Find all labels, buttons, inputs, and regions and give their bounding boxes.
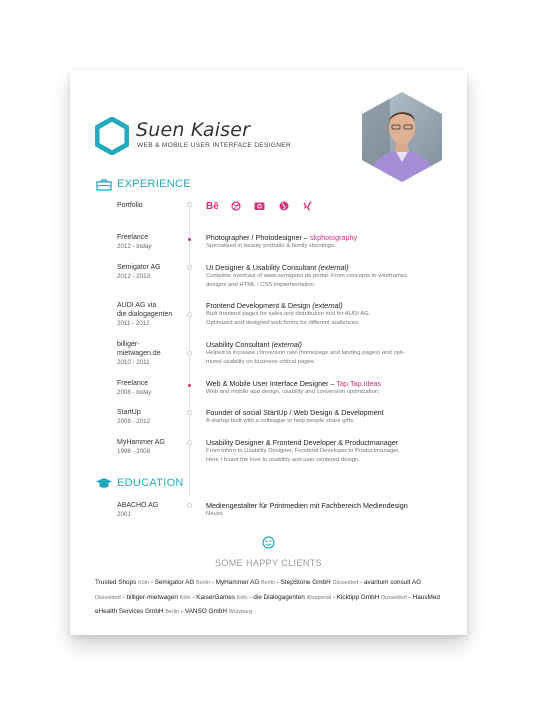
portfolio-label: Portfolio xyxy=(117,202,143,209)
timeline-node xyxy=(187,312,192,317)
client-separator: - xyxy=(331,593,337,601)
timeline-node xyxy=(187,202,192,207)
entry-detail: Frontend Development & Design (external) Built frontend pages for sales and distribution tool for AUDI AG. Optimized and designed web forms for different audiences. xyxy=(206,301,371,326)
client-name: Kicktipp GmbH xyxy=(336,593,380,601)
client-name: Semigator AG xyxy=(154,579,195,586)
education-detail: Mediengestalter für Printmedien mit Fachbereich Mediendesign Neuss xyxy=(206,501,408,517)
client-separator: - xyxy=(406,593,413,601)
entry-company: Freelance 2012 - today xyxy=(117,234,152,250)
clients-list xyxy=(95,576,445,620)
graduation-cap-icon xyxy=(95,477,113,489)
entry-company: Semigator AG 2012 - 2013 xyxy=(117,264,161,280)
client-city: Köln xyxy=(179,594,191,601)
dribbble-icon[interactable] xyxy=(231,201,241,211)
globe-icon[interactable] xyxy=(279,201,289,211)
client-separator: - xyxy=(209,579,216,586)
timeline-node xyxy=(187,351,192,356)
xing-icon[interactable] xyxy=(303,201,312,211)
client-separator: - xyxy=(148,579,155,586)
timeline-node xyxy=(187,265,192,270)
client-city: Köln xyxy=(236,594,248,601)
entry-detail: Founder of social StartUp / Web Design & Development A startup built with a colleague to help people share gifts. xyxy=(206,408,384,424)
client-city: Berlin xyxy=(261,580,275,586)
skphotography-link[interactable]: skphotography xyxy=(309,233,358,242)
client-separator: - xyxy=(358,579,364,586)
client-name: billiger-mietwagen xyxy=(126,593,178,601)
client-name: VANSO GmbH xyxy=(184,608,227,615)
client-city: Wuppertal xyxy=(306,594,332,601)
client-city: Berlin xyxy=(196,580,210,586)
entry-detail: Usability Designer & Frontend Developer & Productmanager From intern to Usability Designer, Frontend Developer to Productmanager. Here I found the love to usability and user centered design. xyxy=(206,438,400,463)
clients-heading: SOME HAPPY CLIENTS xyxy=(214,558,323,568)
taptapideas-link[interactable]: Tap.Tap.Ideas xyxy=(336,379,382,388)
client-name: MyHammer AG xyxy=(215,579,260,586)
timeline-node xyxy=(188,384,191,387)
camera-icon[interactable] xyxy=(254,201,265,211)
entry-detail: UI Designer & Usability Consultant (external) Complete overhaul of www.semigator.de portal. From concepts to wireframes, designs and HTML / CSS implementation. xyxy=(206,263,409,288)
entry-detail: Photographer / Photodesigner – skphotography Specialised in beauty portraits & family shootings. xyxy=(206,233,358,249)
entry-company: Freelance 2008 - today xyxy=(117,380,152,396)
client-name: die Dialogagenten xyxy=(253,593,305,601)
client-separator: - xyxy=(190,593,197,601)
education-school: ABACHO AG 2001 xyxy=(117,502,159,518)
experience-heading: EXPERIENCE xyxy=(117,178,191,190)
client-city: Köln xyxy=(138,580,149,586)
entry-company: billiger- mietwagen.de 2010 - 2011 xyxy=(117,341,161,366)
briefcase-icon xyxy=(96,179,112,191)
profile-title: WEB & MOBILE USER INTERFACE DESIGNER xyxy=(137,142,292,149)
entry-company: MyHammer AG 1998 - 2008 xyxy=(117,439,165,455)
client-name: KaiserGames xyxy=(196,593,235,601)
timeline-node xyxy=(187,503,192,508)
entry-company: AUDI AG via die dialogagenten 2011 - 2012 xyxy=(117,302,173,327)
client-separator: - xyxy=(247,593,254,601)
profile-name: Suen Kaiser xyxy=(136,119,251,141)
hexagon-logo-icon xyxy=(95,117,129,155)
client-city: Düsseldorf xyxy=(95,594,121,601)
profile-photo xyxy=(360,90,444,184)
client-separator: - xyxy=(120,593,127,601)
education-heading: EDUCATION xyxy=(117,477,184,489)
client-name: avantum consult AG xyxy=(363,579,422,586)
entry-company: StartUp 2008 - 2012 xyxy=(117,409,151,425)
smiley-icon xyxy=(262,536,275,549)
behance-icon[interactable]: Bē xyxy=(206,201,219,212)
client-name: StepStone GmbH xyxy=(280,579,331,586)
timeline-node xyxy=(188,238,191,241)
client-city: Düsseldorf xyxy=(381,594,407,601)
timeline-node xyxy=(187,440,192,445)
client-city: Düsseldorf xyxy=(332,580,359,586)
client-city: Würzburg xyxy=(228,609,253,615)
client-name: Trusted Shops xyxy=(95,579,137,586)
timeline-node xyxy=(187,410,192,415)
client-city: Berlin xyxy=(165,609,180,615)
timeline-line xyxy=(189,200,190,495)
client-separator: - xyxy=(274,579,281,586)
client-name: HausMed eHealth Services GmbH xyxy=(95,593,440,615)
resume-page xyxy=(70,70,467,635)
entry-detail: Web & Mobile User Interface Designer – Tap.Tap.Ideas Web and mobile app design, usability and conversion optimization. xyxy=(206,379,382,395)
entry-detail: Usability Consultant (external) Helped to increase conversion rate (homepage and landing pages) and opti- mized usability on business critical pages. xyxy=(206,340,405,365)
client-separator: - xyxy=(179,608,185,615)
